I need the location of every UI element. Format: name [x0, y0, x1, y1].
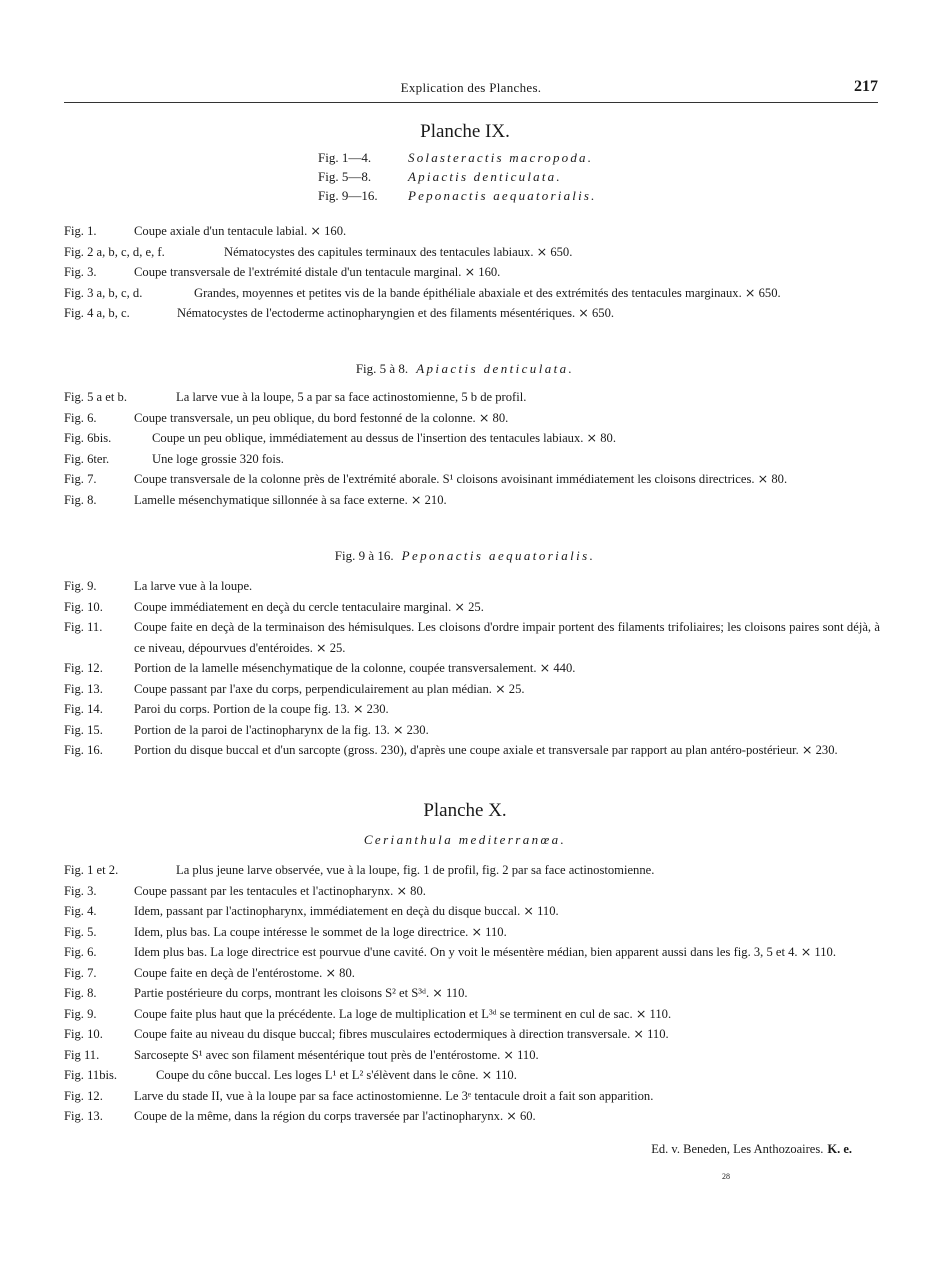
figure-label: Fig. 3. — [64, 883, 97, 898]
figure-label: Fig. 11bis. — [64, 1068, 118, 1082]
figure-entry — [64, 699, 880, 720]
figure-description: Coupe faite plus haut que la précédente. La loge de multiplication et L³ᵈ se terminent en cul de sac. ⨯ 110. — [134, 1006, 672, 1021]
figure-label: Fig. 5 a et b. — [64, 390, 127, 404]
subtitle-fig: Fig. 1—4. — [318, 150, 372, 165]
figure-description: Lamelle mésenchymatique sillonnée à sa face externe. ⨯ 210. — [134, 492, 447, 507]
figure-entry — [64, 1045, 880, 1066]
figure-entry — [64, 901, 880, 922]
subtitle-fig: Fig. 9—16. — [318, 188, 378, 203]
footer-credit — [651, 1142, 852, 1157]
figure-label: Fig. 9. — [64, 1006, 97, 1021]
plate-9-subtitles — [318, 150, 597, 207]
figure-description: Idem plus bas. La loge directrice est pourvue d'une cavité. On y voit le mésentère médian, bien apparent aussi dans les fig. 3, 5 et 4. ⨯ 110. — [134, 945, 837, 959]
figure-label: Fig. 16. — [64, 743, 103, 757]
figure-entry — [64, 1065, 880, 1086]
subtitle-line — [318, 188, 597, 207]
plate-9-group-1 — [64, 221, 880, 324]
figure-label: Fig. 6bis. — [64, 431, 112, 445]
figure-label: Fig. 6. — [64, 945, 97, 959]
figure-label: Fig. 10. — [64, 1027, 103, 1041]
figure-label: Fig. 4. — [64, 904, 97, 918]
figure-description: Coupe un peu oblique, immédiatement au dessus de l'insertion des tentacules labiaux. ⨯ 80. — [152, 431, 616, 445]
page-number: 217 — [854, 78, 878, 95]
footer-mark: K. e. — [827, 1142, 852, 1156]
figure-entry — [64, 597, 880, 618]
figure-label: Fig. 7. — [64, 472, 97, 486]
subtitle-species: Peponactis aequatorialis. — [408, 188, 597, 203]
figure-description: Larve du stade II, vue à la loupe par sa face actinostomienne. Le 3ᵉ tentacule droit a fait son apparition. — [134, 1088, 654, 1103]
figure-entry — [64, 262, 880, 283]
figure-entry — [64, 922, 880, 943]
figure-description: Coupe faite au niveau du disque buccal; fibres musculaires ectodermiques à direction transversale. ⨯ 110. — [134, 1027, 669, 1041]
figure-description: La larve vue à la loupe. — [134, 579, 253, 593]
figure-entry — [64, 860, 880, 881]
plate-10-title: Planche X. — [423, 800, 507, 821]
figure-label: Fig. 11. — [64, 620, 103, 634]
figure-entry — [64, 490, 880, 511]
figure-description: Nématocystes des capitules terminaux des tentacules labiaux. ⨯ 650. — [224, 244, 573, 259]
section-species: Apiactis denticulata. — [416, 361, 575, 376]
section-heading — [0, 361, 930, 377]
figure-description: Paroi du corps. Portion de la coupe fig. 13. ⨯ 230. — [134, 702, 389, 716]
figure-entry — [64, 408, 880, 429]
subtitle-species: Apiactis denticulata. — [408, 169, 562, 184]
figure-label: Fig. 1 et 2. — [64, 863, 119, 877]
figure-label: Fig. 12. — [64, 661, 103, 675]
figure-description: Coupe du cône buccal. Les loges L¹ et L² s'élèvent dans le cône. ⨯ 110. — [156, 1068, 517, 1082]
figure-description: Coupe faite en deçà de l'entérostome. ⨯ 80. — [134, 965, 355, 980]
section-heading — [0, 548, 930, 564]
figure-entry — [64, 881, 880, 902]
figure-entry — [64, 720, 880, 741]
subtitle-species: Solasteractis macropoda. — [408, 150, 594, 165]
figure-label: Fig. 14. — [64, 702, 103, 716]
figure-description: La larve vue à la loupe, 5 a par sa face actinostomienne, 5 b de profil. — [176, 390, 527, 404]
figure-entry — [64, 740, 880, 761]
figure-entry — [64, 1086, 880, 1107]
figure-label: Fig. 12. — [64, 1088, 103, 1103]
figure-description: Coupe transversale, un peu oblique, du bord festonné de la colonne. ⨯ 80. — [134, 410, 509, 425]
section-figs: Fig. 9 à 16. — [334, 548, 394, 563]
figure-description: Coupe de la même, dans la région du corps traversée par l'actinopharynx. ⨯ 60. — [134, 1109, 536, 1123]
figure-description: Portion du disque buccal et d'un sarcopte (gross. 230), d'après une coupe axiale et transversale par rapport au plan antéro-postérieur. ⨯ 230. — [134, 743, 838, 757]
subtitle-line — [318, 169, 597, 188]
figure-entry — [64, 303, 880, 324]
figure-entry — [64, 576, 880, 597]
footer-credit-text: Ed. v. Beneden, Les Anthozoaires. — [651, 1142, 824, 1156]
signature-mark: 28 — [722, 1172, 730, 1181]
figure-description: Idem, passant par l'actinopharynx, immédiatement en deçà du disque buccal. ⨯ 110. — [134, 904, 559, 918]
figure-entry — [64, 1024, 880, 1045]
section-figs: Fig. 5 à 8. — [355, 361, 409, 376]
figure-entry — [64, 469, 880, 490]
figure-entry — [64, 387, 880, 408]
header-title: Explication des Planches. — [400, 80, 542, 95]
figure-description: Coupe transversale de la colonne près de l'extrémité aborale. S¹ cloisons avoisinant immédiatement les cloisons directrices. ⨯ 80. — [134, 472, 788, 486]
figure-description: Grandes, moyennes et petites vis de la bande épithéliale abaxiale et des extrémités des tentacules marginaux. ⨯ 650. — [194, 285, 781, 300]
section-species: Peponactis aequatorialis. — [401, 548, 596, 563]
figure-label: Fig. 3. — [64, 265, 97, 279]
figure-label: Fig. 9. — [64, 579, 97, 593]
figure-label: Fig. 15. — [64, 722, 103, 737]
figure-description: Idem, plus bas. La coupe intéresse le sommet de la loge directrice. ⨯ 110. — [134, 924, 507, 939]
figure-label: Fig. 13. — [64, 681, 103, 696]
figure-description: Partie postérieure du corps, montrant les cloisons S² et S³ᵈ. ⨯ 110. — [134, 986, 468, 1000]
figure-label: Fig. 6. — [64, 410, 97, 425]
figure-label: Fig. 10. — [64, 599, 103, 614]
figure-label: Fig. 8. — [64, 986, 97, 1000]
figure-label: Fig. 3 a, b, c, d. — [64, 285, 143, 300]
plate-10-species: Cerianthula mediterranœa. — [363, 832, 567, 847]
figure-entry — [64, 221, 880, 242]
figure-description: Coupe passant par l'axe du corps, perpendiculairement au plan médian. ⨯ 25. — [134, 681, 525, 696]
figure-description: Coupe immédiatement en deçà du cercle tentaculaire marginal. ⨯ 25. — [134, 599, 484, 614]
figure-description: Portion de la lamelle mésenchymatique de la colonne, coupée transversalement. ⨯ 440. — [134, 661, 576, 675]
figure-label: Fig. 7. — [64, 965, 97, 980]
figure-entry — [64, 283, 880, 304]
plate-10-entries — [64, 860, 880, 1127]
subtitle-line — [318, 150, 597, 169]
figure-label: Fig 11. — [64, 1047, 100, 1062]
figure-entry — [64, 449, 880, 470]
figure-description: Coupe passant par les tentacules et l'actinopharynx. ⨯ 80. — [134, 883, 426, 898]
figure-description: Coupe axiale d'un tentacule labial. ⨯ 160. — [134, 224, 347, 238]
figure-description: Une loge grossie 320 fois. — [152, 451, 284, 466]
running-header — [64, 78, 878, 102]
figure-entry — [64, 983, 880, 1004]
figure-label: Fig. 13. — [64, 1109, 103, 1123]
figure-description: Coupe faite en deçà de la terminaison des hémisulques. Les cloisons d'ordre impair portent des filaments trifoliaires; les cloisons paires sont déjà, à ce niveau, dépourvues d'entéroides. ⨯ 25. — [134, 620, 880, 655]
figure-description: Sarcosepte S¹ avec son filament mésentérique tout près de l'entérostome. ⨯ 110. — [134, 1047, 539, 1062]
figure-entry — [64, 1106, 880, 1127]
figure-label: Fig. 4 a, b, c. — [64, 306, 130, 320]
figure-entry — [64, 658, 880, 679]
figure-entry — [64, 942, 880, 963]
plate-9-title: Planche IX. — [420, 121, 510, 142]
figure-label: Fig. 8. — [64, 492, 97, 507]
figure-entry — [64, 617, 880, 658]
figure-description: Nématocystes de l'ectoderme actinopharyngien et des filaments mésentériques. ⨯ 650. — [177, 306, 615, 320]
figure-label: Fig. 6ter. — [64, 451, 110, 466]
figure-label: Fig. 2 a, b, c, d, e, f. — [64, 244, 165, 259]
figure-description: Coupe transversale de l'extrémité distale d'un tentacule marginal. ⨯ 160. — [134, 265, 501, 279]
figure-entry — [64, 1004, 880, 1025]
header-rule — [64, 102, 878, 103]
figure-description: Portion de la paroi de l'actinopharynx de la fig. 13. ⨯ 230. — [134, 722, 429, 737]
plate-9-group-2 — [64, 387, 880, 510]
figure-description: La plus jeune larve observée, vue à la loupe, fig. 1 de profil, fig. 2 par sa face actinostomienne. — [176, 863, 655, 877]
figure-entry — [64, 963, 880, 984]
subtitle-fig: Fig. 5—8. — [318, 169, 372, 184]
figure-label: Fig. 1. — [64, 224, 97, 238]
figure-entry — [64, 242, 880, 263]
plate-9-group-3 — [64, 576, 880, 761]
figure-entry — [64, 428, 880, 449]
figure-label: Fig. 5. — [64, 924, 97, 939]
figure-entry — [64, 679, 880, 700]
